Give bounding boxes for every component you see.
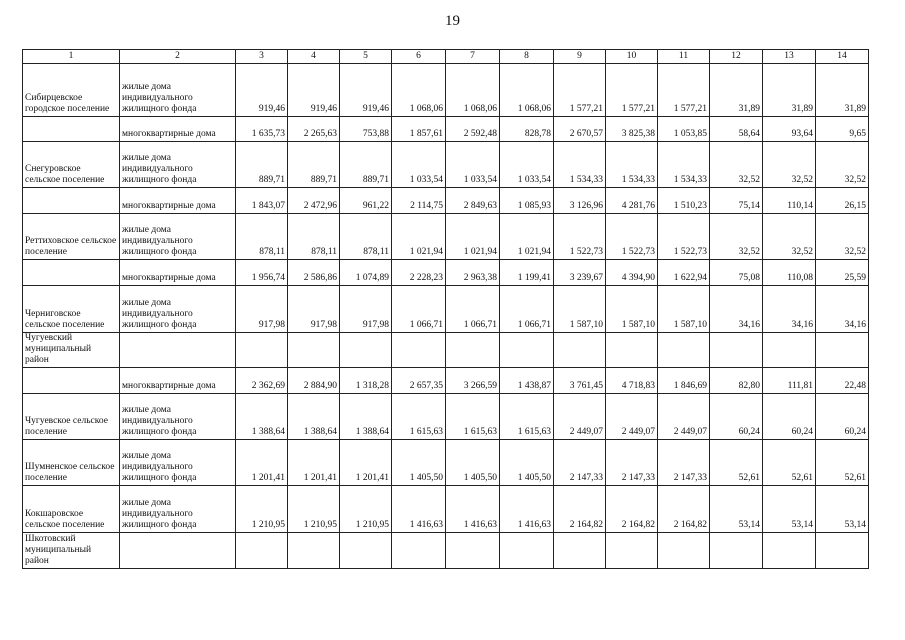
column-header: 12 xyxy=(710,50,763,64)
value-cell xyxy=(606,533,658,569)
value-cell xyxy=(288,333,340,368)
value-cell: 2 164,82 xyxy=(658,486,710,533)
column-header: 11 xyxy=(658,50,710,64)
value-cell: 1 210,95 xyxy=(288,486,340,533)
value-cell: 2 592,48 xyxy=(446,117,500,142)
value-cell: 1 405,50 xyxy=(392,440,446,486)
value-cell: 1 068,06 xyxy=(446,64,500,117)
value-cell xyxy=(500,533,554,569)
value-cell: 1 510,23 xyxy=(658,188,710,214)
column-header: 8 xyxy=(500,50,554,64)
value-cell: 53,14 xyxy=(710,486,763,533)
value-cell: 919,46 xyxy=(340,64,392,117)
column-header: 4 xyxy=(288,50,340,64)
settlement-cell xyxy=(23,117,120,142)
table-row xyxy=(23,486,869,533)
housing-type-cell xyxy=(120,333,236,368)
value-cell xyxy=(554,533,606,569)
value-cell: 1 534,33 xyxy=(606,142,658,188)
value-cell: 1 522,73 xyxy=(658,214,710,260)
value-cell: 1 405,50 xyxy=(446,440,500,486)
value-cell xyxy=(658,533,710,569)
value-cell: 1 074,89 xyxy=(340,260,392,286)
table-row xyxy=(23,214,869,260)
value-cell xyxy=(446,533,500,569)
value-cell: 1 053,85 xyxy=(658,117,710,142)
column-header: 13 xyxy=(763,50,816,64)
value-cell: 1 416,63 xyxy=(392,486,446,533)
value-cell: 2 670,57 xyxy=(554,117,606,142)
value-cell: 9,65 xyxy=(816,117,869,142)
value-cell: 1 033,54 xyxy=(392,142,446,188)
value-cell: 1 534,33 xyxy=(658,142,710,188)
value-cell: 1 201,41 xyxy=(288,440,340,486)
value-cell: 2 449,07 xyxy=(606,394,658,440)
column-header: 5 xyxy=(340,50,392,64)
value-cell: 75,08 xyxy=(710,260,763,286)
settlement-cell: Чугуевское сельское поселение xyxy=(23,394,120,440)
value-cell: 3 761,45 xyxy=(554,368,606,394)
value-cell xyxy=(500,333,554,368)
value-cell: 1 210,95 xyxy=(236,486,288,533)
value-cell: 25,59 xyxy=(816,260,869,286)
value-cell xyxy=(288,533,340,569)
column-header: 1 xyxy=(23,50,120,64)
value-cell: 32,52 xyxy=(763,214,816,260)
value-cell: 2 586,86 xyxy=(288,260,340,286)
value-cell: 31,89 xyxy=(710,64,763,117)
value-cell: 2 849,63 xyxy=(446,188,500,214)
table-row xyxy=(23,260,869,286)
value-cell: 93,64 xyxy=(763,117,816,142)
value-cell xyxy=(392,333,446,368)
value-cell: 1 577,21 xyxy=(606,64,658,117)
value-cell: 2 147,33 xyxy=(606,440,658,486)
value-cell: 1 201,41 xyxy=(236,440,288,486)
housing-type-cell: многоквартирные дома xyxy=(120,117,236,142)
housing-type-cell: жилые дома индивидуального жилищного фонда xyxy=(120,440,236,486)
value-cell: 2 963,38 xyxy=(446,260,500,286)
value-cell: 1 577,21 xyxy=(554,64,606,117)
value-cell: 60,24 xyxy=(710,394,763,440)
settlement-cell: Черниговское сельское поселение xyxy=(23,286,120,333)
value-cell xyxy=(236,533,288,569)
housing-type-cell: жилые дома индивидуального жилищного фонда xyxy=(120,64,236,117)
value-cell: 917,98 xyxy=(236,286,288,333)
header-row xyxy=(23,50,869,64)
value-cell: 1 843,07 xyxy=(236,188,288,214)
value-cell: 4 281,76 xyxy=(606,188,658,214)
value-cell: 111,81 xyxy=(763,368,816,394)
settlement-cell xyxy=(23,260,120,286)
settlement-cell: Кокшаровское сельское поселение xyxy=(23,486,120,533)
value-cell: 1 388,64 xyxy=(288,394,340,440)
value-cell xyxy=(658,333,710,368)
value-cell: 878,11 xyxy=(340,214,392,260)
settlement-cell: Сибирцевское городское поселение xyxy=(23,64,120,117)
value-cell: 917,98 xyxy=(288,286,340,333)
value-cell: 1 587,10 xyxy=(606,286,658,333)
value-cell: 2 164,82 xyxy=(554,486,606,533)
table-row xyxy=(23,368,869,394)
value-cell xyxy=(710,533,763,569)
table-row xyxy=(23,333,869,368)
value-cell xyxy=(236,333,288,368)
value-cell: 110,08 xyxy=(763,260,816,286)
housing-type-cell: жилые дома индивидуального жилищного фонда xyxy=(120,142,236,188)
value-cell: 2 362,69 xyxy=(236,368,288,394)
value-cell: 2 449,07 xyxy=(658,394,710,440)
value-cell: 1 577,21 xyxy=(658,64,710,117)
value-cell: 2 657,35 xyxy=(392,368,446,394)
value-cell: 2 147,33 xyxy=(554,440,606,486)
value-cell: 53,14 xyxy=(763,486,816,533)
table-row xyxy=(23,117,869,142)
value-cell: 1 405,50 xyxy=(500,440,554,486)
value-cell: 60,24 xyxy=(816,394,869,440)
value-cell: 75,14 xyxy=(710,188,763,214)
value-cell: 2 472,96 xyxy=(288,188,340,214)
value-cell: 1 615,63 xyxy=(500,394,554,440)
value-cell: 1 615,63 xyxy=(392,394,446,440)
table-row xyxy=(23,188,869,214)
value-cell: 31,89 xyxy=(816,64,869,117)
value-cell: 4 718,83 xyxy=(606,368,658,394)
value-cell: 889,71 xyxy=(288,142,340,188)
value-cell: 22,48 xyxy=(816,368,869,394)
value-cell: 1 615,63 xyxy=(446,394,500,440)
value-cell: 2 884,90 xyxy=(288,368,340,394)
value-cell: 1 587,10 xyxy=(658,286,710,333)
housing-type-cell: жилые дома индивидуального жилищного фонда xyxy=(120,214,236,260)
value-cell: 889,71 xyxy=(236,142,288,188)
value-cell: 1 587,10 xyxy=(554,286,606,333)
value-cell: 1 416,63 xyxy=(446,486,500,533)
value-cell: 52,61 xyxy=(816,440,869,486)
value-cell xyxy=(606,333,658,368)
value-cell: 60,24 xyxy=(763,394,816,440)
settlement-cell xyxy=(23,368,120,394)
value-cell: 919,46 xyxy=(288,64,340,117)
column-header: 7 xyxy=(446,50,500,64)
value-cell: 53,14 xyxy=(816,486,869,533)
value-cell: 32,52 xyxy=(816,214,869,260)
value-cell: 1 388,64 xyxy=(340,394,392,440)
settlement-cell: Чугуевский муниципальный район xyxy=(23,333,120,368)
table-row xyxy=(23,64,869,117)
value-cell: 1 066,71 xyxy=(500,286,554,333)
value-cell: 1 522,73 xyxy=(606,214,658,260)
value-cell: 26,15 xyxy=(816,188,869,214)
value-cell: 32,52 xyxy=(710,214,763,260)
settlement-cell: Шумненское сельское поселение xyxy=(23,440,120,486)
value-cell: 82,80 xyxy=(710,368,763,394)
value-cell: 917,98 xyxy=(340,286,392,333)
value-cell xyxy=(340,533,392,569)
value-cell: 34,16 xyxy=(763,286,816,333)
table-row xyxy=(23,440,869,486)
value-cell: 1 068,06 xyxy=(392,64,446,117)
value-cell xyxy=(763,533,816,569)
settlement-cell: Реттиховское сельское поселение xyxy=(23,214,120,260)
table-row xyxy=(23,533,869,569)
value-cell xyxy=(392,533,446,569)
value-cell: 828,78 xyxy=(500,117,554,142)
value-cell: 1 416,63 xyxy=(500,486,554,533)
value-cell: 32,52 xyxy=(763,142,816,188)
value-cell: 1 210,95 xyxy=(340,486,392,533)
value-cell: 753,88 xyxy=(340,117,392,142)
value-cell xyxy=(554,333,606,368)
value-cell: 110,14 xyxy=(763,188,816,214)
value-cell: 3 266,59 xyxy=(446,368,500,394)
column-header: 14 xyxy=(816,50,869,64)
housing-type-cell xyxy=(120,533,236,569)
housing-type-cell: жилые дома индивидуального жилищного фонда xyxy=(120,286,236,333)
housing-type-cell: многоквартирные дома xyxy=(120,188,236,214)
value-cell: 3 825,38 xyxy=(606,117,658,142)
value-cell: 2 147,33 xyxy=(658,440,710,486)
value-cell: 2 265,63 xyxy=(288,117,340,142)
housing-type-cell: многоквартирные дома xyxy=(120,260,236,286)
table-row xyxy=(23,394,869,440)
value-cell: 1 021,94 xyxy=(500,214,554,260)
value-cell: 1 085,93 xyxy=(500,188,554,214)
value-cell: 1 522,73 xyxy=(554,214,606,260)
housing-type-cell: жилые дома индивидуального жилищного фонда xyxy=(120,394,236,440)
value-cell: 1 318,28 xyxy=(340,368,392,394)
value-cell xyxy=(446,333,500,368)
value-cell: 1 021,94 xyxy=(446,214,500,260)
value-cell xyxy=(816,533,869,569)
value-cell: 31,89 xyxy=(763,64,816,117)
settlement-cell xyxy=(23,188,120,214)
value-cell xyxy=(710,333,763,368)
value-cell: 1 388,64 xyxy=(236,394,288,440)
page-number: 19 xyxy=(445,13,460,29)
column-header: 3 xyxy=(236,50,288,64)
value-cell: 58,64 xyxy=(710,117,763,142)
column-header: 2 xyxy=(120,50,236,64)
value-cell: 2 164,82 xyxy=(606,486,658,533)
table-row xyxy=(23,286,869,333)
settlement-cell: Снегуровское сельское поселение xyxy=(23,142,120,188)
value-cell: 52,61 xyxy=(710,440,763,486)
value-cell: 32,52 xyxy=(816,142,869,188)
value-cell: 3 239,67 xyxy=(554,260,606,286)
value-cell: 1 199,41 xyxy=(500,260,554,286)
value-cell: 1 956,74 xyxy=(236,260,288,286)
value-cell: 52,61 xyxy=(763,440,816,486)
value-cell: 1 033,54 xyxy=(446,142,500,188)
value-cell: 2 114,75 xyxy=(392,188,446,214)
value-cell: 1 635,73 xyxy=(236,117,288,142)
value-cell: 2 449,07 xyxy=(554,394,606,440)
value-cell: 1 438,87 xyxy=(500,368,554,394)
value-cell: 1 534,33 xyxy=(554,142,606,188)
value-cell: 1 066,71 xyxy=(446,286,500,333)
column-header: 9 xyxy=(554,50,606,64)
settlement-cell: Шкотовский муниципальный район xyxy=(23,533,120,569)
value-cell: 919,46 xyxy=(236,64,288,117)
column-header: 10 xyxy=(606,50,658,64)
value-cell: 878,11 xyxy=(288,214,340,260)
table-row xyxy=(23,142,869,188)
value-cell: 1 622,94 xyxy=(658,260,710,286)
value-cell: 889,71 xyxy=(340,142,392,188)
value-cell: 34,16 xyxy=(710,286,763,333)
value-cell: 34,16 xyxy=(816,286,869,333)
value-cell: 3 126,96 xyxy=(554,188,606,214)
value-cell: 32,52 xyxy=(710,142,763,188)
housing-type-cell: жилые дома индивидуального жилищного фонда xyxy=(120,486,236,533)
value-cell xyxy=(763,333,816,368)
value-cell: 4 394,90 xyxy=(606,260,658,286)
value-cell: 961,22 xyxy=(340,188,392,214)
value-cell xyxy=(340,333,392,368)
value-cell: 2 228,23 xyxy=(392,260,446,286)
value-cell: 1 846,69 xyxy=(658,368,710,394)
tariff-table xyxy=(22,49,869,569)
value-cell xyxy=(816,333,869,368)
value-cell: 1 068,06 xyxy=(500,64,554,117)
column-header: 6 xyxy=(392,50,446,64)
housing-type-cell: многоквартирные дома xyxy=(120,368,236,394)
value-cell: 878,11 xyxy=(236,214,288,260)
value-cell: 1 066,71 xyxy=(392,286,446,333)
value-cell: 1 201,41 xyxy=(340,440,392,486)
value-cell: 1 033,54 xyxy=(500,142,554,188)
value-cell: 1 857,61 xyxy=(392,117,446,142)
value-cell: 1 021,94 xyxy=(392,214,446,260)
